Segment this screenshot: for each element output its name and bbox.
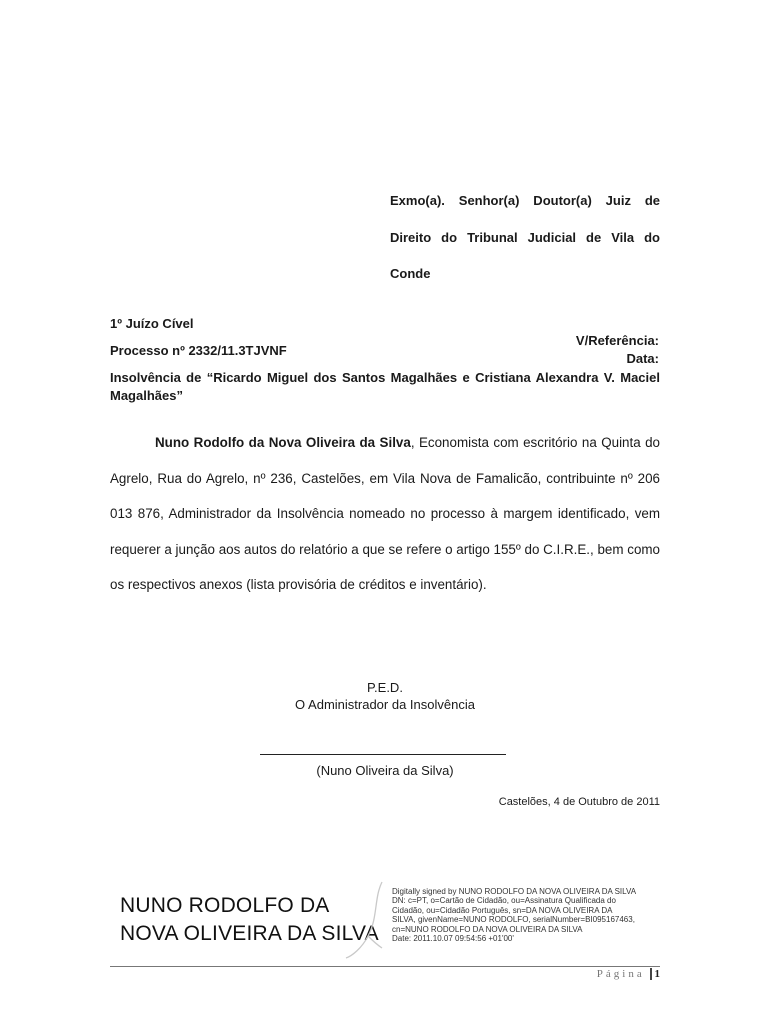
place-and-date: Castelões, 4 de Outubro de 2011 — [498, 796, 660, 808]
signature-detail-line: Digitally signed by NUNO RODOLFO DA NOVA OLIVEIRA DA SILVA — [392, 887, 637, 896]
signature-name-line-2: NOVA OLIVEIRA DA SILVA — [120, 922, 379, 945]
date-label: Data: — [626, 351, 659, 366]
footer-rule — [110, 966, 660, 967]
applicant-name: Nuno Rodolfo da Nova Oliveira da Silva — [155, 435, 411, 450]
addressee-line-2: Direito do Tribunal Judicial de Vila do — [390, 230, 660, 245]
signature-detail-line: DN: c=PT, o=Cartão de Cidadão, ou=Assinatura Qualificada do — [392, 896, 616, 906]
addressee-line-1: Exmo(a). Senhor(a) Doutor(a) Juiz de — [390, 193, 660, 208]
administrator-role: O Administrador da Insolvência — [295, 697, 475, 712]
page-number: 1 — [650, 968, 661, 980]
body-paragraph — [110, 425, 660, 603]
signature-detail-line: cn=NUNO RODOLFO DA NOVA OLIVEIRA DA SILVA — [392, 924, 583, 934]
signature-flourish-icon — [338, 878, 394, 962]
body-text: , Economista com escritório na Quinta do Agrelo, Rua do Agrelo, nº 236, Castelões, em Vila Nova de Famalicão, contribuinte nº 206 013 876, Administrador da Insolvência nomeado no processo à margem identificado, vem requerer a junção aos autos do relatório a que se refere o artigo 155º do C.I.R.E., bem como os respectivos anexos (lista provisória de créditos e inventário). — [110, 435, 660, 593]
page-label: Página — [596, 968, 645, 980]
your-reference-label: V/Referência: — [575, 333, 659, 348]
signature-details — [392, 887, 662, 943]
addressee-line-3: Conde — [390, 266, 431, 281]
signer-name: (Nuno Oliveira da Silva) — [316, 763, 454, 778]
signature-line — [260, 754, 506, 755]
page-footer — [597, 968, 660, 980]
case-subject: Insolvência de “Ricardo Miguel dos Santos Magalhães e Cristiana Alexandra V. Maciel Magalhães” — [110, 370, 660, 403]
signature-detail-line: Date: 2011.10.07 09:54:56 +01'00' — [392, 934, 514, 944]
court-section: 1º Juízo Cível — [110, 316, 194, 331]
ped-closing: P.E.D. — [367, 680, 403, 695]
signature-detail-line: Cidadão, ou=Cidadão Português, sn=DA NOVA OLIVEIRA DA — [392, 905, 613, 915]
process-number: Processo nº 2332/11.3TJVNF — [110, 343, 287, 358]
signature-name-line-1: NUNO RODOLFO DA — [120, 894, 330, 917]
signature-detail-line: SILVA, givenName=NUNO RODOLFO, serialNumber=BI095167463, — [392, 915, 635, 925]
